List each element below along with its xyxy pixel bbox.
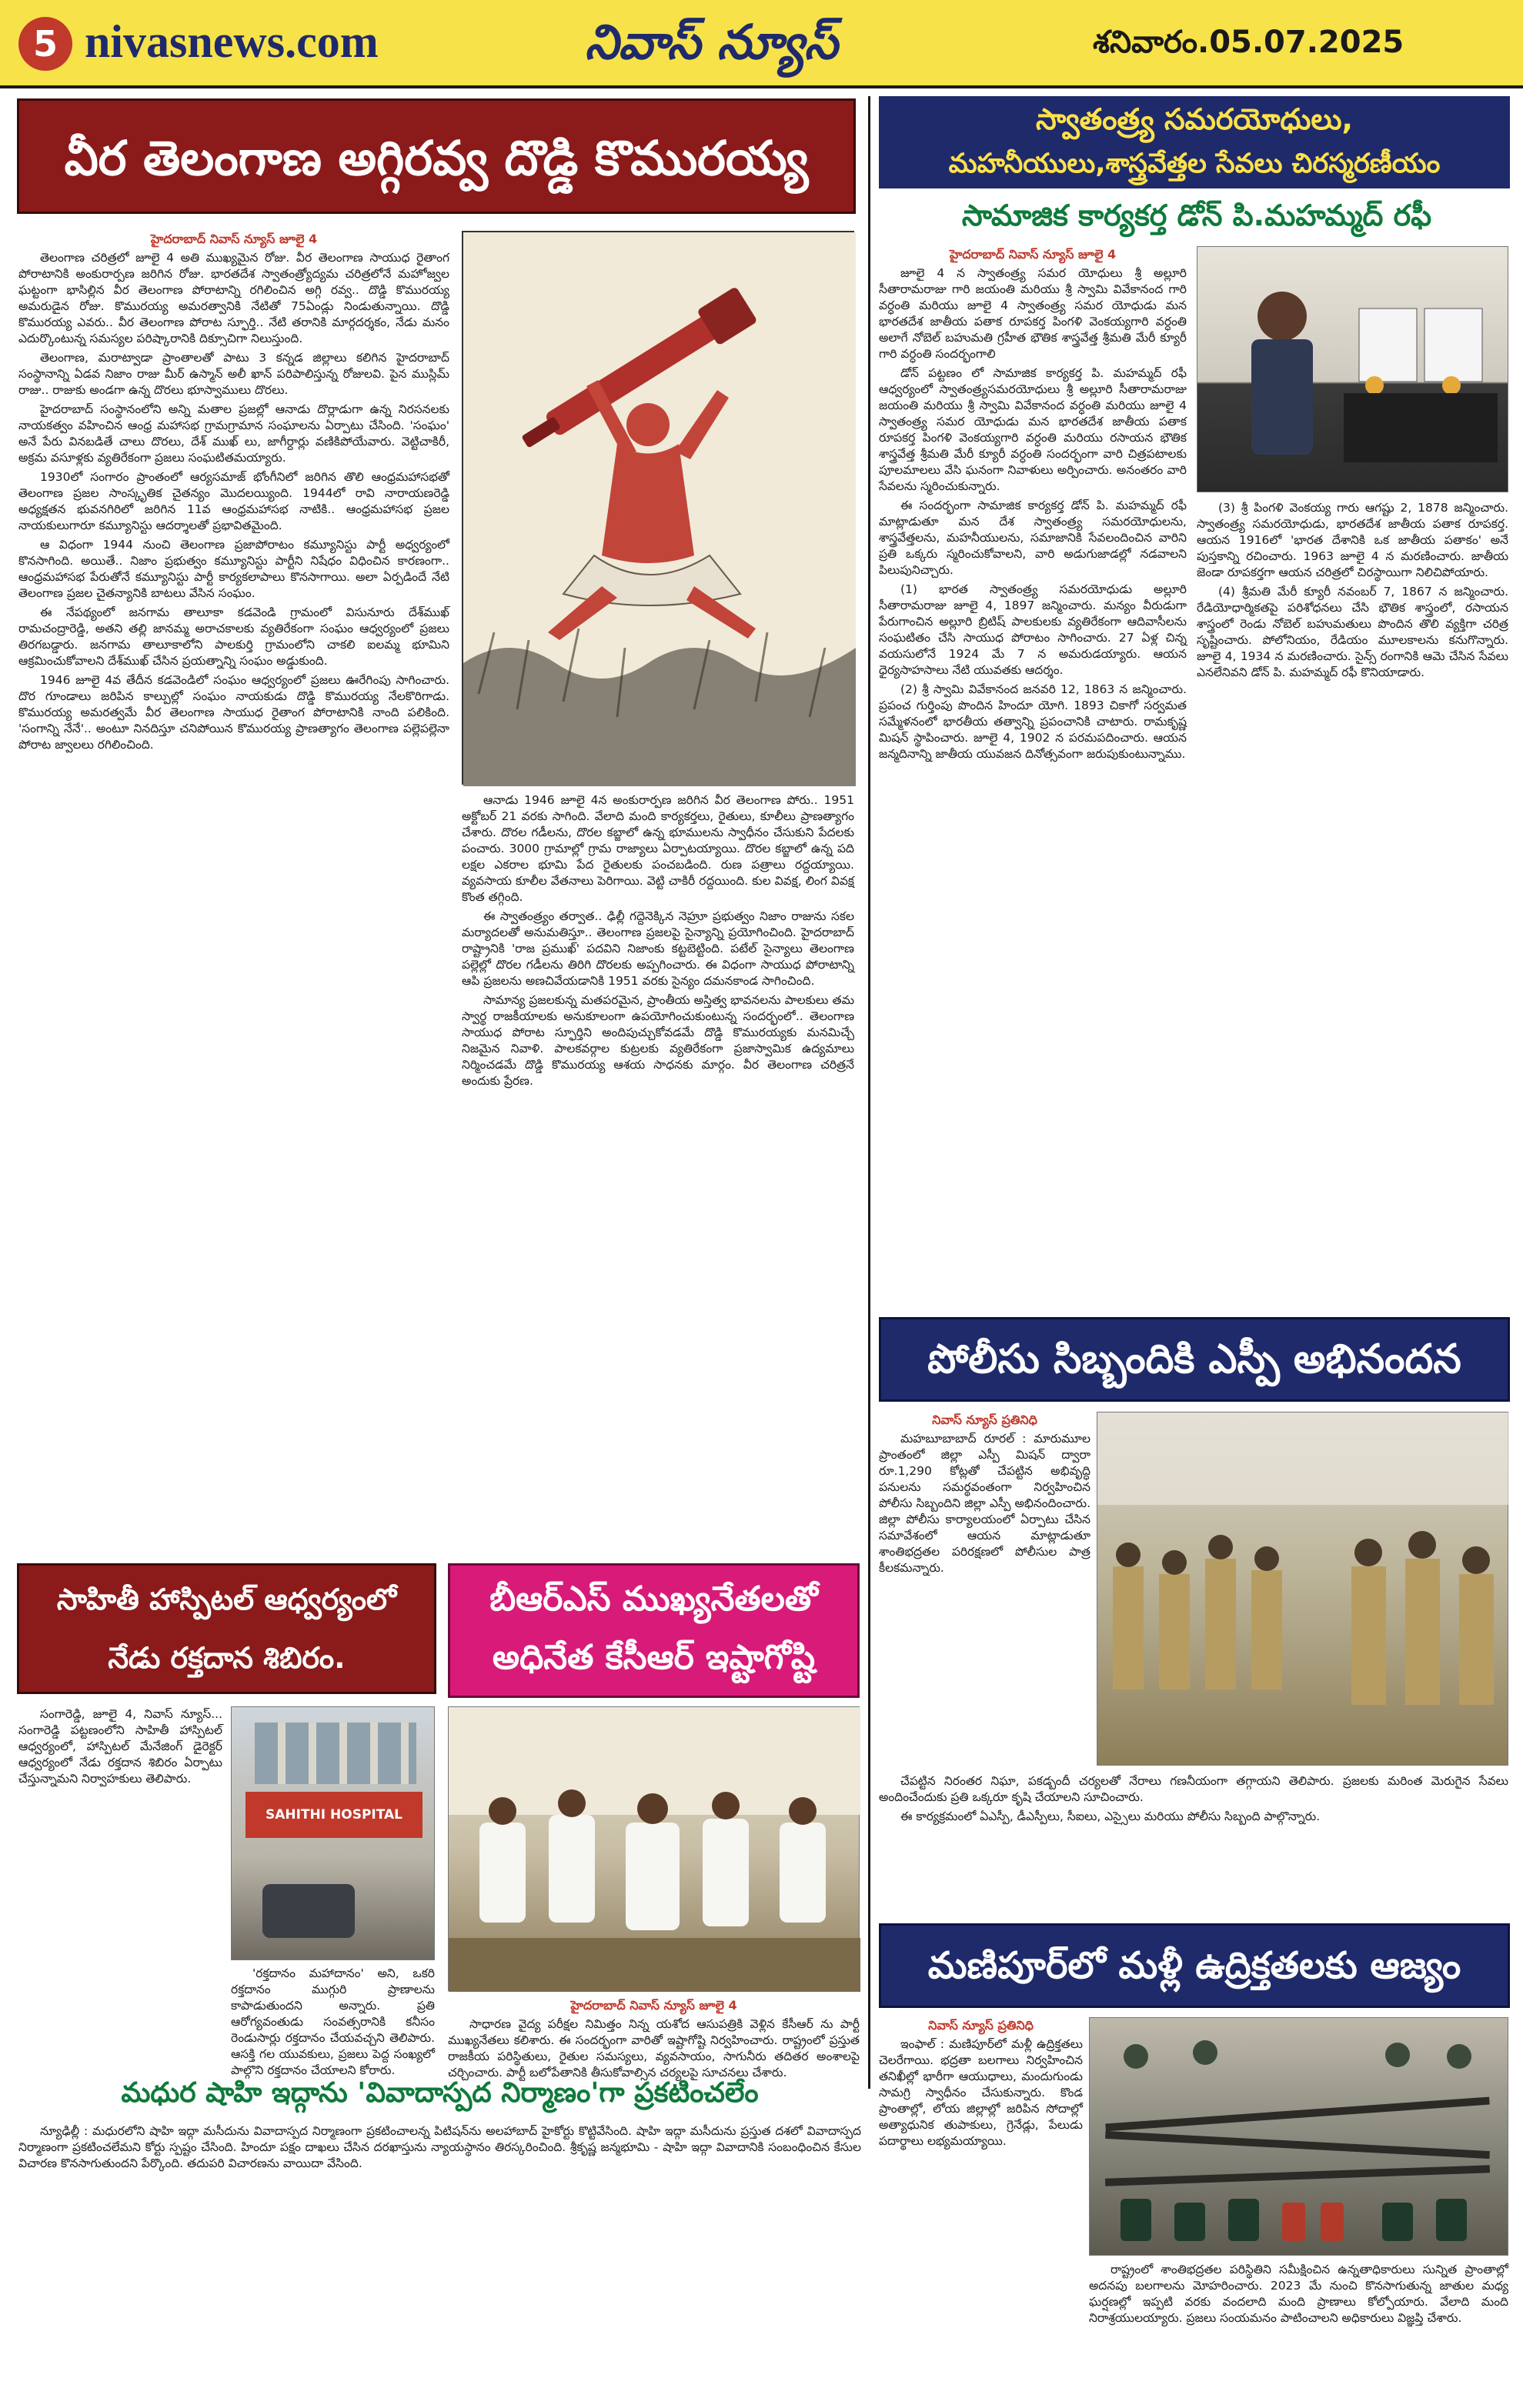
komuraiah-column-2 [462,792,854,1546]
issue-date: శనివారం.05.07.2025 [1093,25,1404,60]
komuraiah-headline: వీర తెలంగాణ అగ్గిరవ్వ దొడ్డి కొమురయ్య [64,130,809,186]
komuraiah-illustration [462,231,854,785]
manipur-para: ఇంఫాల్ : మణిపూర్‌లో మళ్లీ ఉద్రిక్తతలు చెలరేగాయి. భద్రతా బలగాలు నిర్వహించిన తనిఖీల్లో భారీగా ఆయుధాలు, మందుగుండు సామగ్రి స్వాధీనం చేసుకున్నారు. కొండ ప్రాంతాల్లో, లోయ జిల్లాల్లో జరిపిన సోదాల్లో అత్యాధునిక తుపాకులు, గ్రెనేడ్లు, పేలుడు పదార్థాలు లభ్యమయ్యాయి. [879,2037,1083,2148]
tribute-photo [1197,246,1508,492]
mosque-column [18,2123,861,2400]
brs-para: సాధారణ వైద్య పరీక్షల నిమిత్తం నిన్న యశోద ఆసుపత్రికి వెళ్లిన కేసీఆర్ ను పార్టీ ముఖ్యనేతలు కలిశారు. ఈ సందర్భంగా వారితో ఇష్టాగోష్టి నిర్వహించారు. రాష్ట్రంలో ప్రస్తుత రాజకీయ పరిస్థితులు, రైతుల సమస్యలు, వ్యవసాయం, సాగునీరు తదితర అంశాలపై చర్చించారు. పార్టీ బలోపేతానికి తీసుకోవాల్సిన చర్యలపై సూచనలు చేశారు. [448,2017,860,2079]
tribute-headline-banner [879,96,1510,188]
komuraiah-para: సామాన్య ప్రజలకున్న మతపరమైన, ప్రాంతీయ అస్తిత్వ భావనలను పాలకులు తమ స్వార్థ రాజకీయాలకు అనుకూలంగా ఉపయోగించుకుంటున్న సందర్భంలో.. తెలంగాణ సాయుధ పోరాట స్ఫూర్తిని అందిపుచ్చుకోవడమే దొడ్డి కొమురయ్యకు మనమిచ్చే నిజమైన నివాళి. పాలకవర్గాల కుట్రలకు వ్యతిరేకంగా ప్రజాస్వామిక ఉద్యమాలు నిర్మించడమే దొడ్డి కొమురయ్య ఆశయ సాధనకు మార్గం. వీర తెలంగాణ చరిత్రనే అందుకు ప్రేరణ. [462,993,854,1088]
seized-weapons-photo [1090,2018,1509,2256]
tribute-column-1 [879,246,1187,1308]
brs-headline-banner [448,1563,860,1698]
page-number-badge [18,17,72,71]
manipur-para: రాష్ట్రంలో శాంతిభద్రతల పరిస్థితిని సమీక్షించిన ఉన్నతాధికారులు సున్నిత ప్రాంతాల్లో అదనపు బలగాలను మోహరించారు. 2023 మే నుంచి కొనసాగుతున్న జాతుల మధ్య ఘర్షణల్లో ఇప్పటి వరకు వందలాది మంది ప్రాణాలు కోల్పోయారు. వేలాది మంది నిరాశ్రయులయ్యారు. ప్రజలు సంయమనం పాటించాలని అధికారులు విజ్ఞప్తి చేశారు. [1089,2263,1508,2325]
tribute-column-2 [1197,500,1508,1308]
komuraiah-para: ఆనాడు 1946 జూలై 4న అంకురార్పణ జరిగిన వీర తెలంగాణ పోరు.. 1951 అక్టోబర్ 21 వరకు సాగింది. వేలాది మంది కార్యకర్తలు, రైతులు, కూలీలు ప్రాణత్యాగం చేశారు. దొరల గడీలను, దొరల కబ్జాలో ఉన్న భూములను స్వాధీనం చేసుకుని పేదలకు పంచారు. 3000 గ్రామాల్లో గ్రామ రాజ్యాలు ఏర్పాటయ్యాయి. దొరల కబ్జాలో ఉన్న పది లక్షల ఎకరాల భూమి పేద రైతులకు పంచబడింది. రుణ పత్రాలు రద్దయ్యాయి. వ్యవసాయ కూలీల వేతనాలు పెరిగాయి. వెట్టి చాకిరీ రద్దయింది. కుల వివక్ష, లింగ వివక్ష కొంత తగ్గింది. [462,793,854,904]
hospital-building-windows [255,1723,416,1784]
hospital-column-2 [231,1966,435,2077]
mosque-para: న్యూఢిల్లీ : మధురలోని షాహి ఇద్గా మసీదును వివాదాస్పద నిర్మాణంగా ప్రకటించాలన్న పిటిషన్‌ను అలహాబాద్ హైకోర్టు కొట్టివేసింది. షాహి ఇద్గా మసీదును ప్రస్తుత దశలో వివాదాస్పద నిర్మాణంగా ప్రకటించలేమని కోర్టు స్పష్టం చేసింది. హిందూ పక్షం దాఖలు చేసిన దరఖాస్తును న్యాయస్థానం తిరస్కరించింది. శ్రీకృష్ణ జన్మభూమి - షాహి ఇద్గా వివాదానికి సంబంధించిన కేసుల విచారణ కొనసాగుతుందని పేర్కొంది. తదుపరి విచారణను వాయిదా వేసింది. [18,2124,861,2170]
tribute-dateline: హైదరాబాద్ నివాస్ న్యూస్ జూలై 4 [949,247,1117,262]
tribute-para: (1) భారత స్వాతంత్ర్య సమరయోధుడు అల్లూరి సీతారామరాజు జూలై 4, 1897 జన్మించారు. మన్యం వీరుడుగా పేరుగాంచిన అల్లూరి బ్రిటిష్ పాలకులకు వ్యతిరేకంగా ఆదివాసీలను సంఘటితం చేసి సాయుధ పోరాటం సాగించారు. 27 ఏళ్ల చిన్న వయసులోనే 1924 మే 7 న అమరుడయ్యారు. ఆయన ధైర్యసాహసాలు నేటి యువతకు ఆదర్శం. [879,582,1187,677]
hospital-column-1 [18,1706,222,2045]
page-number: 5 [32,23,58,65]
komuraiah-para: హైదరాబాద్ సంస్థానంలోని అన్ని మతాల ప్రజల్లో ఆనాడు దొర్లాడుగా ఉన్న నిరసనలకు నాయకత్వం వహించిన ఆంధ్ర మహాసభ గ్రామగ్రామాన సంఘాలను ఏర్పాటు చేసింది. 'సంఘం' అనే పేరు వినబడితే చాలు దొరలు, దేశ్ ముఖ్ లు, జాగీర్దార్లు వణికిపోయేవారు. వెట్టిచాకిరీ, అక్రమ వసూళ్లకు వ్యతిరేకంగా ప్రజలు సంఘటితమయ్యారు. [18,402,449,465]
police-personnel-gathering-photo [1097,1412,1509,1766]
komuraiah-para: తెలంగాణ చరిత్రలో జూలై 4 అతి ముఖ్యమైన రోజు. వీర తెలంగాణ సాయుధ రైతాంగ పోరాటానికి అంకురార్పణ జరిగిన రోజు. భారతదేశ స్వాతంత్ర్యోద్యమ చరిత్రలోనే మహోజ్వల ఘట్టంగా భాసిల్లిన వీర తెలంగాణ పోరాటాన్ని రగిలించిన అగ్గి రవ్వ.. దొడ్డి కొమురయ్య అమరుడైన రోజు. కొమురయ్య అమరత్వానికి నేటితో 75ఏండ్లు నిండుతున్నాయి. దొడ్డి కొమురయ్య ఎవరు.. వీర తెలంగాణ పోరాట స్ఫూర్తి.. నేటి తరానికి మార్గదర్శకం, నేడు మనం ఎదుర్కొంటున్న సమస్యల పరిష్కారానికి దిక్సూచిగా నిలుస్తుంది. [18,251,449,345]
komuraiah-para: ఆ విధంగా 1944 నుంచి తెలంగాణ ప్రజాపోరాటం కమ్యూనిస్టు పార్టీ అధ్వర్యంలో కొనసాగింది. అయితే.. నిజాం ప్రభుత్వం కమ్యూనిస్టు పార్టీని నిషేధం విధించిన కారణంగా.. ఆంధ్రమహాసభ పేరుతోనే కమ్యూనిస్టు పార్టీ కార్యకలాపాలు కొనసాగాయి. అలా ఏర్పడిందే నేటి తెలంగాణ ప్రజల చైతన్యానికి బాటలు వేసిన సంఘం. [18,538,449,600]
leaders-meeting-photo [449,1707,860,1992]
manipur-column-1 [879,2017,1083,2398]
tribute-headline-line1: స్వాతంత్ర్య సమరయోధులు, [1036,102,1353,136]
police-headline-banner [879,1317,1510,1402]
tribute-para: (4) శ్రీమతి మేరీ క్యూరీ నవంబర్ 7, 1867 న జన్మించారు. రేడియోధార్మికతపై పరిశోధనలు చేసి భౌతిక శాస్త్రంలో, రసాయన శాస్త్రంలో రెండు నోబెల్ బహుమతులు పొందిన తొలి వ్యక్తిగా చరిత్ర సృష్టించారు. పోలోనియం, రేడియం మూలకాలను కనుగొన్నారు. జూలై 4, 1934 న మరణించారు. సైన్స్ రంగానికి ఆమె చేసిన సేవలు ఎనలేనివని డోన్ పి. మహమ్మద్ రఫీ కొనియాడారు. [1197,585,1508,679]
komuraiah-para: 1930లో సంగారం ప్రాంతంలో ఆర్యసమాజ్ భోంగీనిలో జరిగిన తొలి ఆంధ్రమహాసభతో తెలంగాణ ప్రజల సాంస్కృతిక చైతన్యం మొదలయ్యింది. 1944లో రావి నారాయణరెడ్డి అధ్యక్షతన భువనగిరిలో జరిగిన 11వ ఆంధ్రమహాసభ నాటికి.. ఆంధ్రమహాసభ ప్రజల నాయకులుగారూ కమ్యూనిస్టు ఆదర్శాలతో ప్రభావితమైంది. [18,470,449,532]
komuraiah-column-1 [18,231,449,1546]
police-photo [1097,1412,1508,1766]
komuraiah-para: ఈ నేపథ్యంలో జనగామ తాలూకా కడవెండి గ్రామంలో విసునూరు దేశ్‌ముఖ్ రామచంద్రారెడ్డి, అతని తల్లి జానమ్మ అరాచకాలకు వ్యతిరేకంగా సంఘం ఆధ్వర్యంలో ప్రజలు తిరగబడ్డారు. జనగామ తాలూకాలోని పాలకుర్తి గ్రామంలోని చాకలి ఐలమ్మ భూమిని ఆక్రమించుకోవాలని దేశ్‌ముఖ్ చేసిన ప్రయత్నాన్ని సంఘం అడ్డుకుంది. [18,605,449,668]
hospital-sign-text: SAHITHI HOSPITAL [266,1807,402,1823]
tribute-para: (2) శ్రీ స్వామి వివేకానంద జనవరి 12, 1863 న జన్మించారు. ప్రపంచ గుర్తింపు పొందిన హిందూ యోగి. 1893 చికాగో సర్వమత సమ్మేళనంలో భారతీయ తత్వాన్ని ప్రపంచానికి చాటారు. రామకృష్ణ మిషన్ స్థాపించారు. జూలై 4, 1902 న పరమపదించారు. ఆయన జన్మదినాన్ని జాతీయ యువజన దినోత్సవంగా జరుపుకుంటున్నాము. [879,682,1187,761]
hospital-para: 'రక్తదానం మహాదానం' అని, ఒకరి రక్తదానం ముగ్గురి ప్రాణాలను కాపాడుతుందని అన్నారు. ప్రతి ఆరోగ్యవంతుడు సంవత్సరానికి కనీసం రెండుసార్లు రక్తదానం చేయవచ్చని తెలిపారు. ఆసక్తి గల యువకులు, ప్రజలు పెద్ద సంఖ్యలో పాల్గొని రక్తదానం చేయాలని కోరారు. [231,1966,435,2077]
tribute-para: (3) శ్రీ పింగళి వెంకయ్య గారు ఆగష్టు 2, 1878 జన్మించారు. స్వాతంత్ర్య సమరయోధుడు, భారతదేశ జాతీయ పతాక రూపకర్త. ఆయన 1916లో 'భారత దేశానికి ఒక జాతీయ పతాకం' అనే పుస్తకాన్ని రచించారు. 1963 జూలై 4 న మరణించారు. జాతీయ జెండా రూపకర్తగా ఆయన చరిత్రలో చిరస్థాయిగా నిలిచిపోయారు. [1197,501,1508,579]
brs-photo [448,1706,860,1991]
police-headline: పోలీసు సిబ్బందికి ఎస్పీ అభినందన [927,1336,1461,1382]
manipur-headline-banner [879,1923,1510,2008]
police-para: చేపట్టిన నిరంతర నిఘా, పకడ్బందీ చర్యలతో నేరాలు గణనీయంగా తగ్గాయని తెలిపారు. ప్రజలకు మరింత మెరుగైన సేవలు అందించేందుకు ప్రతి ఒక్కరూ కృషి చేయాలని సూచించారు. [879,1774,1508,1804]
manipur-photo [1089,2017,1508,2256]
brs-headline-line2: అధినేత కేసీఆర్ ఇష్టాగోష్టి [492,1638,816,1677]
komuraiah-headline-banner [17,98,856,214]
brs-column [448,1997,860,2079]
police-column [879,1412,1090,1773]
man-paying-tribute-photo [1197,247,1509,493]
hospital-headline-line2: నేడు రక్తదాన శిబిరం. [108,1641,346,1675]
tribute-para: ఈ సందర్భంగా సామాజిక కార్యకర్త డోన్ పి. మహమ్మద్ రఫీ మాట్లాడుతూ మన దేశ స్వాతంత్ర్య సమరయోధులను, శాస్త్రవేత్తలను, మహనీయులను, సమాజానికి సేవలందించిన వారిని ప్రతి ఒక్కరు స్మరించుకోవాలని, వారి అడుగుజాడల్లో నడవాలని పిలుపునిచ్చారు. [879,499,1187,577]
hospital-para: సంగారెడ్డి, జూలై 4, నివాస్ న్యూస్... సంగారెడ్డి పట్టణంలోని సాహితీ హాస్పిటల్ ఆధ్వర్యంలో, హాస్పిటల్ మేనేజింగ్ డైరెక్టర్ ఆధ్వర్యంలో నేడు రక్తదాన శిబిరం ఏర్పాటు చేస్తున్నామని నిర్వాహకులు తెలిపారు. [18,1707,222,1786]
hospital-headline-line1: సాహితీ హాస్పిటల్ ఆధ్వర్యంలో [56,1583,397,1616]
police-column-2 [879,1773,1508,1912]
fighter-with-gun-illustration [463,232,856,786]
komuraiah-para: తెలంగాణ, మరాట్వాడా ప్రాంతాలతో పాటు 3 కన్నడ జిల్లాలు కలిగిన హైదరాబాద్ సంస్థానాన్ని ఏడవ నిజాం రాజు మీర్ ఉస్మాన్ అలీ ఖాన్ పరిపాలిస్తున్న రోజులవి. పైన ముస్లిమ్ రాజు.. రాజుకు అండగా ఉన్న దొరలు భూస్వాములు దొరలు. [18,351,449,397]
police-dateline: నివాస్ న్యూస్ ప్రతినిధి [932,1412,1037,1427]
tribute-para: జూలై 4 న స్వాతంత్ర్య సమర యోధులు శ్రీ అల్లూరి సీతారామరాజు గారి జయంతి మరియు శ్రీ స్వామి వివేకానంద గారి వర్ధంతి మరియు జూలై 4 స్వాతంత్ర్య సమర యోధుడు మన భారతదేశ జాతీయ పతాక రూపకర్త పింగళి వెంకయ్యగారి వర్ధంతి అలాగే నోబెల్ బహుమతి గ్రహీత భౌతిక శాస్త్రవేత్త శ్రీమతి మేరీ క్యూరీ గారి వర్ధంతి సందర్భంగాలి [879,266,1187,361]
manipur-dateline: నివాస్ న్యూస్ ప్రతినిధి [928,2018,1034,2033]
masthead: నివాస్ న్యూస్ [585,14,838,70]
police-para: ఈ కార్యక్రమంలో ఏఎస్పీ, డీఎస్పీలు, సీఐలు, ఎస్సైలు మరియు పోలీసు సిబ్బంది పాల్గొన్నారు. [900,1809,1321,1823]
header-bar [0,0,1523,88]
hospital-headline-banner [17,1563,436,1694]
mosque-headline: మధుర షాహి ఇద్గాను 'వివాదాస్పద నిర్మాణం'గా ప్రకటించలేం [121,2077,759,2109]
tribute-subheadline: సామాజిక కార్యకర్త డోన్ పి.మహమ్మద్ రఫీ [961,198,1432,232]
brs-dateline: హైదరాబాద్ నివాస్ న్యూస్ జూలై 4 [570,1998,737,2013]
manipur-headline: మణిపూర్‌లో మళ్లీ ఉద్రిక్తతలకు ఆజ్యం [927,1944,1461,1987]
hospital-photo [231,1706,435,1960]
hospital-sign [245,1792,422,1838]
tribute-para: డోన్ పట్టణం లో సామాజిక కార్యకర్త పి. మహమ్మద్ రఫీ ఆధ్వర్యంలో స్వాతంత్ర్యసమరయోధులు శ్రీ అల్లూరి సీతారామరాజు జయంతి మరియు శ్రీ స్వామి వివేకానంద వర్ధంతి మరియు జూలై 4 స్వాతంత్ర్య సమర యోధుడు మన భారతదేశ జాతీయ పతాక రూపకర్త పింగళి వెంకయ్యగారి వర్ధంతి మరియు రసాయన భౌతిక శాస్త్రవేత్త శ్రీమతి మేరీ క్యూరీ వర్ధంతి సందర్భంగా వారి చిత్రపటాలకు పూలమాలలు వేసి ఘనంగా నివాళులు అర్పించారు. అనంతరం వారి సేవలను స్మరించుకున్నారు. [879,366,1187,493]
column-divider [868,96,870,2089]
website-url[interactable]: nivasnews.com [85,16,379,67]
parked-vehicle [262,1884,355,1938]
manipur-column-2 [1089,2262,1508,2399]
brs-headline-line1: బీఆర్ఎస్ ముఖ్యనేతలతో [489,1579,818,1619]
police-para: మహబూబాబాద్ రూరల్ : మారుమూల ప్రాంతంలో జిల్లా ఎస్పీ మిషన్ ద్వారా రూ.1,290 కోట్లతో చేపట్టిన అభివృద్ధి పనులను సమర్థవంతంగా నిర్వహించిన పోలీసు సిబ్బందిని జిల్లా ఎస్పీ అభినందించారు. జిల్లా పోలీసు కార్యాలయంలో ఏర్పాటు చేసిన సమావేశంలో ఆయన మాట్లాడుతూ శాంతిభద్రతల పరిరక్షణలో పోలీసుల పాత్ర కీలకమన్నారు. [879,1432,1090,1575]
tribute-headline-line2: మహనీయులు,శాస్త్రవేత్తల సేవలు చిరస్మరణీయం [948,148,1441,179]
komuraiah-para: ఈ స్వాతంత్ర్యం తర్వాత.. ఢిల్లీ గద్దెనెక్కిన నెహ్రూ ప్రభుత్వం నిజాం రాజును సకల మర్యాదలతో అనుమతిస్తూ.. తెలంగాణ ప్రజలపై సైన్యాన్ని ప్రయోగించింది. హైదరాబాద్ రాష్ట్రానికి 'రాజ ప్రముఖ్' పదవిని నిజాంకు కట్టబెట్టింది. పటేల్ సైన్యాలు తెలంగాణ పల్లెల్లో దొరల గడీలను తిరిగి దొరలకు అప్పగించారు. ఈ విధంగా సాయుధ పోరాటాన్ని ఆపి ప్రజలను అణచివేయడానికి 1951 వరకు సైన్యం దమనకాండ సాగించింది. [462,909,854,988]
komuraiah-dateline: హైదరాబాద్ నివాస్ న్యూస్ జూలై 4 [150,232,318,246]
komuraiah-para: 1946 జూలై 4వ తేదీన కడవెండిలో సంఘం ఆధ్వర్యంలో ప్రజలు ఊరేగింపు సాగించారు. దొర గూండాలు జరిపిన కాల్పుల్లో సంఘం నాయకుడు దొడ్డి కొమురయ్య నేలకొరిగాడు. కొమురయ్య అమరత్వమే వీర తెలంగాణ సాయుధ రైతాంగ పోరాటానికి నాంది పలికింది. 'సంగాన్ని నేనే'.. అంటూ నినదిస్తూ చనిపోయిన కొమురయ్య ప్రాణత్యాగం తెలంగాణ పల్లెపల్లెనా పోరాట జ్వాలలు రగిలించింది. [18,673,449,752]
